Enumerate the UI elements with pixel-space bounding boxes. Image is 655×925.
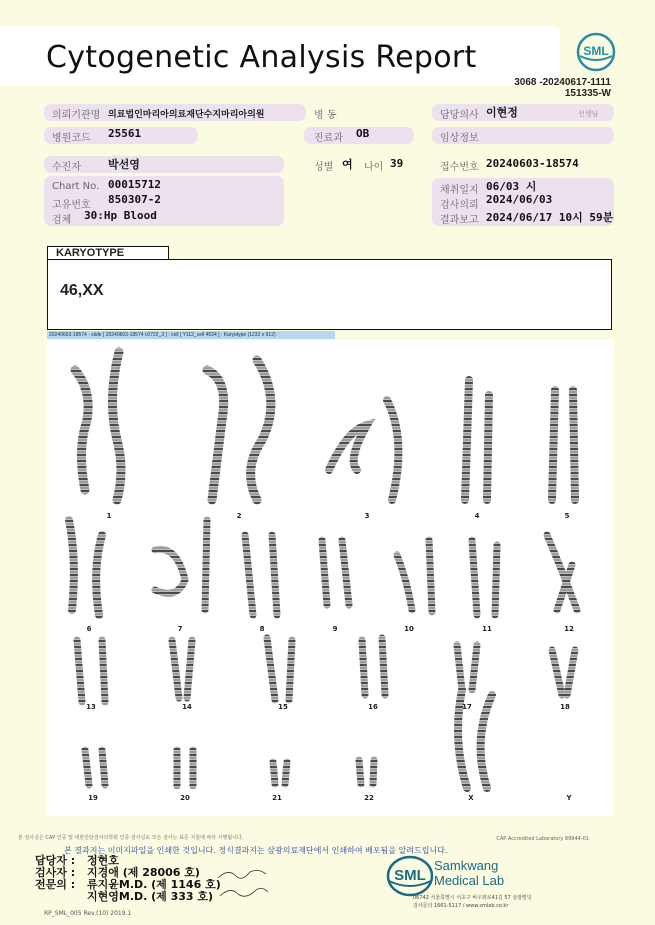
chromosome-label-4: 4 bbox=[474, 512, 480, 520]
chromosome-11a bbox=[472, 540, 477, 615]
chromosome-label-18: 18 bbox=[560, 703, 570, 711]
staff-name: 류지윤M.D. (제 1146 호) bbox=[87, 878, 221, 891]
chromosome-label-X: X bbox=[468, 794, 474, 802]
institution-value: 의료법인마리아의료재단수지마리아의원 bbox=[108, 110, 265, 120]
company-line2: Medical Lab bbox=[434, 873, 505, 888]
chromosome-8a bbox=[245, 535, 253, 615]
chromosome-2b bbox=[251, 360, 271, 500]
staff-role: 전문의 : bbox=[35, 878, 76, 891]
id-label: 고유번호 bbox=[52, 200, 91, 211]
chromosome-label-8: 8 bbox=[259, 625, 265, 633]
patient-label: 수진자 bbox=[52, 162, 81, 173]
id-value: 850307-2 bbox=[108, 193, 161, 206]
staff-name: 지경애 (제 28006 호) bbox=[87, 866, 200, 879]
sml-logo-icon bbox=[386, 855, 434, 897]
chromosome-22a bbox=[359, 760, 361, 784]
chromosome-label-10: 10 bbox=[404, 625, 414, 633]
staff-name: 지현영M.D. (제 333 호) bbox=[87, 890, 214, 903]
chromosome-16b bbox=[382, 638, 385, 695]
specimen-label: 검체 bbox=[52, 215, 72, 226]
chromosome-8b bbox=[272, 535, 277, 615]
cap-note: CAP Accredited Laboratory 89944-01 bbox=[496, 836, 589, 842]
chromosome-label-14: 14 bbox=[182, 703, 192, 711]
report-value: 2024/06/17 10시 59분 bbox=[486, 211, 614, 224]
doctor-suffix: 선생님 bbox=[578, 110, 599, 118]
chromosome-9a bbox=[322, 540, 327, 605]
chromosome-label-5: 5 bbox=[564, 512, 570, 520]
chromosome-15a bbox=[267, 638, 275, 700]
staff-row-4 bbox=[35, 888, 213, 904]
chromosome-7a bbox=[155, 549, 185, 593]
chromosome-10a bbox=[397, 555, 412, 610]
chromosome-label-12: 12 bbox=[564, 625, 574, 633]
chromosome-label-Y: Y bbox=[566, 794, 572, 802]
company-name bbox=[434, 858, 504, 888]
chromosome-1b bbox=[112, 352, 121, 500]
chromosome-label-20: 20 bbox=[180, 794, 190, 802]
ward-label: 병 동 bbox=[314, 110, 337, 121]
clinical-info-label: 임상정보 bbox=[440, 133, 479, 144]
chromosome-14a bbox=[172, 640, 179, 698]
report-id bbox=[514, 77, 611, 99]
footer-logo-text: SML bbox=[394, 867, 426, 884]
receipt-label: 접수번호 bbox=[440, 162, 479, 173]
receipt-value: 20240603-18574 bbox=[486, 157, 579, 170]
chromosome-21a bbox=[273, 762, 275, 784]
chromosome-15b bbox=[289, 640, 292, 700]
chromosome-3a bbox=[329, 425, 367, 470]
chromosome-label-21: 21 bbox=[272, 794, 282, 802]
institution-label: 의뢰기관명 bbox=[52, 110, 101, 121]
karyotype-tab: KARYOTYPE bbox=[47, 246, 169, 260]
report-id-line1: 3068 -20240617-1111 bbox=[514, 77, 611, 88]
report-id-line2: 151335-W bbox=[564, 88, 611, 99]
karyogram-image bbox=[47, 340, 614, 816]
chromosome-label-22: 22 bbox=[364, 794, 374, 802]
chromosome-Xb bbox=[481, 695, 492, 788]
sex-value: 여 bbox=[342, 158, 353, 171]
chromosome-label-13: 13 bbox=[86, 703, 96, 711]
chromosome-7b bbox=[205, 520, 207, 610]
chart-label: Chart No. bbox=[52, 181, 100, 192]
lab-accreditation-note: 본 검사실은 CAP 인증 및 대한진단검사의학회 인증 검사실로 모든 검사는 표준 지침에 따라 시행됩니다. bbox=[18, 835, 244, 841]
chromosome-label-15: 15 bbox=[278, 703, 288, 711]
chromosome-21b bbox=[285, 762, 287, 784]
department-label: 진료과 bbox=[314, 133, 343, 144]
chromosome-4a bbox=[465, 380, 469, 500]
karyotype-result-box bbox=[47, 259, 612, 330]
chromosome-19b bbox=[102, 750, 105, 785]
request-value: 2024/06/03 bbox=[486, 193, 553, 206]
chromosome-3b bbox=[387, 400, 398, 500]
sml-logo-icon bbox=[576, 32, 616, 72]
image-caption: 20240603-18574 - slide [ 20240603-18574 c0722_3 ] : cell [ Y112_cell 4534 ] : Karyotype (1232 x 912) bbox=[47, 331, 335, 339]
chromosome-label-11: 11 bbox=[482, 625, 492, 633]
chromosome-18a bbox=[552, 650, 562, 695]
chromosome-label-17: 17 bbox=[462, 703, 472, 711]
chromosome-1a bbox=[75, 370, 88, 490]
chromosome-label-7: 7 bbox=[177, 625, 183, 633]
chromosome-label-9: 9 bbox=[332, 625, 338, 633]
chromosome-2a bbox=[207, 370, 224, 500]
chromosome-label-16: 16 bbox=[368, 703, 378, 711]
doctor-label: 담당의사 bbox=[440, 110, 479, 121]
hospital-code-value: 25561 bbox=[108, 127, 142, 140]
chromosome-label-19: 19 bbox=[88, 794, 98, 802]
age-label: 나이 bbox=[364, 162, 384, 173]
hospital-code-label: 병원코드 bbox=[52, 133, 91, 144]
staff-role: 검사자 : bbox=[35, 866, 76, 879]
chromosome-label-6: 6 bbox=[86, 625, 92, 633]
doctor-value: 이현정 bbox=[486, 106, 518, 119]
chromosome-4b bbox=[487, 395, 489, 500]
company-address bbox=[413, 894, 532, 910]
collect-label: 채취일지 bbox=[440, 185, 479, 196]
age-value: 39 bbox=[390, 157, 404, 170]
chromosome-11b bbox=[495, 545, 497, 615]
chromosome-17b bbox=[472, 645, 477, 690]
chromosome-18b bbox=[567, 650, 575, 695]
chromosome-13b bbox=[102, 640, 105, 702]
signature bbox=[214, 866, 270, 902]
chromosome-label-2: 2 bbox=[236, 512, 242, 520]
form-code: RP_SML_005 Rev.(10) 2019.1 bbox=[44, 910, 132, 917]
collect-value: 06/03 시 bbox=[486, 180, 537, 193]
chromosome-19a bbox=[85, 750, 89, 785]
page-title: Cytogenetic Analysis Report bbox=[46, 40, 477, 75]
chromosome-16a bbox=[362, 640, 365, 695]
print-notice: 본 결과지는 이미지파일을 인쇄한 것입니다. 정식결과지는 삼광의료재단에서 인쇄하여 배포됨을 알려드립니다. bbox=[64, 846, 448, 855]
chart-value: 00015712 bbox=[108, 178, 161, 191]
company-line1: Samkwang bbox=[434, 858, 499, 873]
chromosome-label-1: 1 bbox=[106, 512, 112, 520]
chromosome-5a bbox=[552, 390, 555, 500]
report-label: 결과보고 bbox=[440, 215, 479, 226]
chromosome-6a bbox=[69, 520, 74, 610]
chromosome-labels bbox=[86, 512, 574, 802]
chromosome-22b bbox=[373, 760, 374, 784]
address-line1: 06742 서울특별시 서초구 바우뫼로41길 57 삼광빌딩 bbox=[413, 895, 532, 901]
karyotype-result: 46,XX bbox=[60, 282, 104, 299]
staff-name: 정현호 bbox=[87, 854, 119, 867]
chromosome-10b bbox=[429, 540, 432, 612]
request-label: 검사의뢰 bbox=[440, 200, 479, 211]
chromosome-17a bbox=[457, 645, 462, 690]
patient-value: 박선영 bbox=[108, 158, 140, 171]
chromosome-6b bbox=[96, 535, 102, 615]
logo-text: SML bbox=[583, 44, 609, 58]
staff-role: 담당자 : bbox=[35, 854, 76, 867]
chromosome-14b bbox=[187, 640, 192, 698]
chromosome-5b bbox=[573, 390, 575, 500]
chromosome-9b bbox=[342, 540, 349, 605]
department-value: OB bbox=[356, 127, 370, 140]
address-line2: 검사문의 1661-5117 / www.smlab.co.kr bbox=[413, 903, 509, 909]
chromosome-13a bbox=[77, 640, 82, 702]
chromosome-label-3: 3 bbox=[364, 512, 370, 520]
sex-label: 성별 bbox=[314, 162, 334, 173]
specimen-value: 30:Hp Blood bbox=[84, 209, 157, 222]
